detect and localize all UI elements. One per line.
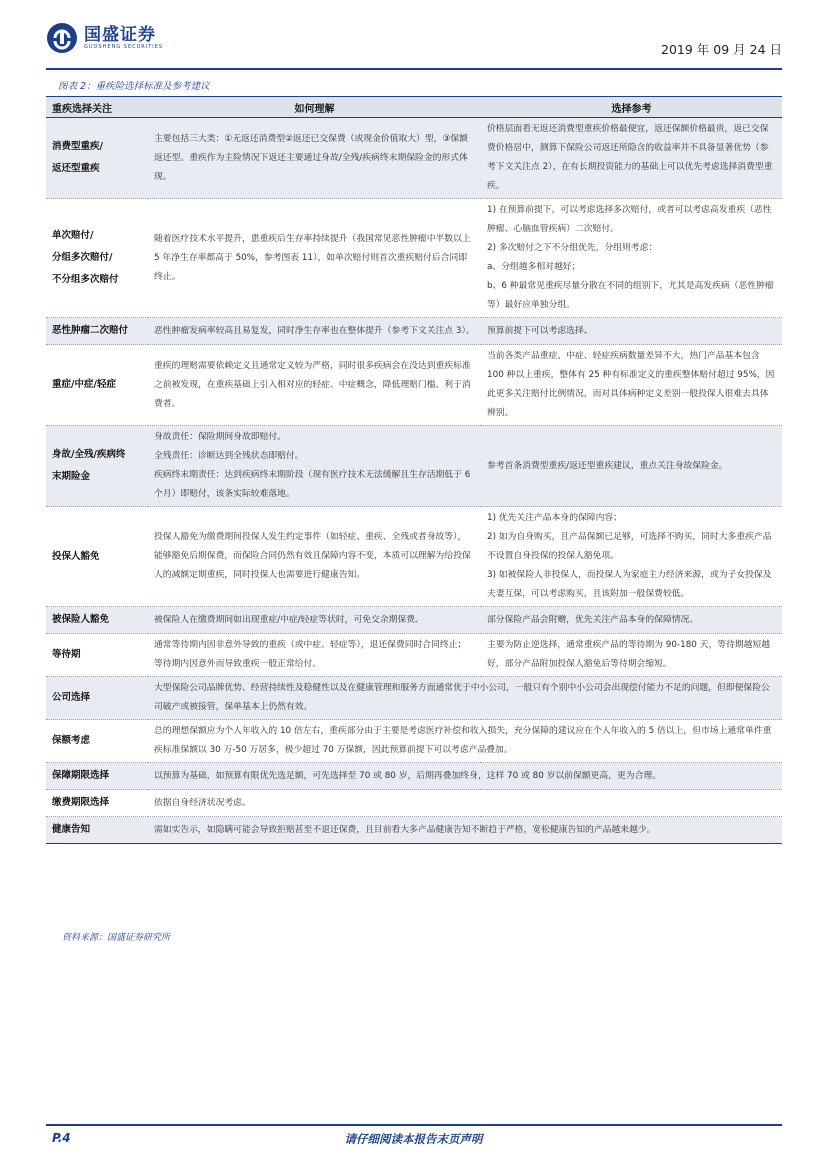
row-reference-line: 当前各类产品重症、中症、轻症疾病数量差异不大，热门产品基本包含 100 种以上重疾，整体有 25 种有标准定义的重疾整体赔付超过 95%，因此更多关注赔付比例情况，而对具体病种定义差别一般投保人很难去具体辨别。 xyxy=(487,351,775,418)
row-key-line: 消费型重疾/ xyxy=(52,141,103,152)
criteria-table xyxy=(46,96,782,844)
row-how xyxy=(148,118,481,199)
row-reference xyxy=(481,318,782,345)
row-combined-line: 大型保险公司品牌优势、经营持续性及稳健性以及在健康管理和服务方面通常优于中小公司，一般只有个别中小公司会出现偿付能力不足的问题，但即便保险公司破产或被接管，保单基本上仍然有效。 xyxy=(154,683,770,712)
row-key xyxy=(46,763,148,790)
page-header xyxy=(46,22,782,70)
row-key xyxy=(46,817,148,844)
table-row xyxy=(46,817,782,844)
row-combined-line: 依据自身经济状况考虑。 xyxy=(154,797,251,808)
row-reference-line: 主要为防止逆选择，通常重疾产品的等待期为 90-180 天，等待期越短越好，部分产品附加投保人豁免后等待期会缩短。 xyxy=(487,640,771,669)
row-how xyxy=(148,199,481,318)
row-reference xyxy=(481,118,782,199)
row-how-line: 随着医疗技术水平提升，患重疾后生存率持续提升（我国常见恶性肿瘤中半数以上 5 年净生存率都高于 50%，参考图表 11），如单次赔付则首次重疾赔付后合同即终止。 xyxy=(154,233,471,282)
footer-divider xyxy=(46,1124,782,1126)
row-how-line: 主要包括三大类：①无返还消费型②返还已交保费（或现金价值取大）型，③保额返还型。重疾作为主险情况下返还主要通过身故/全残/疾病终末期保险金的形式体现。 xyxy=(154,133,468,182)
row-key-line: 分组多次赔付/ xyxy=(52,252,113,263)
row-combined-line: 总的理想保额应为个人年收入的 10 倍左右，重疾部分由于主要是考虑医疗补偿和收入损失，充分保障的建议应在个人年收入的 5 倍以上，但市场上通常单件重疾标准保额以 30 万-50 万居多，极少超过 70 万保额，因此预算前提下可以考虑产品叠加。 xyxy=(154,726,772,755)
row-key-line: 健康告知 xyxy=(52,824,91,835)
table-header-row xyxy=(46,97,782,118)
table-row xyxy=(46,318,782,345)
table-row xyxy=(46,720,782,763)
report-date: 2019 年 09 月 24 日 xyxy=(661,42,782,57)
table-caption: 图表 2：重疾险选择标准及参考建议 xyxy=(58,81,210,92)
row-key-line: 缴费期限选择 xyxy=(52,797,110,808)
table-row xyxy=(46,607,782,634)
table-row xyxy=(46,634,782,677)
header-how: 如何理解 xyxy=(148,97,481,118)
header-reference: 选择参考 xyxy=(481,97,782,118)
guosheng-logo-icon xyxy=(46,22,78,54)
row-key xyxy=(46,199,148,318)
row-key-line: 公司选择 xyxy=(52,692,91,703)
row-key xyxy=(46,507,148,607)
row-key-line: 等待期 xyxy=(52,649,81,660)
row-combined xyxy=(148,720,782,763)
row-how-line: 被保险人在缴费期间如出现重症/中症/轻症等状时，可免交余期保费。 xyxy=(154,614,424,625)
table-row xyxy=(46,507,782,607)
row-how xyxy=(148,634,481,677)
row-how xyxy=(148,345,481,426)
row-reference-line: 2) 多次赔付之下不分组优先，分组则考虑： xyxy=(487,243,658,253)
row-key-line: 不分组多次赔付 xyxy=(52,274,119,285)
row-reference-line: 1) 在预算前提下，可以考虑选择多次赔付，或者可以考虑高发重疾（恶性肿瘤、心脑血管疾病）二次赔付。 xyxy=(487,205,772,234)
table-row xyxy=(46,677,782,720)
row-key-line: 保额考虑 xyxy=(52,735,91,746)
row-key-line: 保障期限选择 xyxy=(52,770,110,781)
row-key xyxy=(46,607,148,634)
header-focus: 重疾选择关注 xyxy=(46,97,148,118)
page-number: P.4 xyxy=(52,1131,71,1145)
table-row xyxy=(46,763,782,790)
row-key-line: 被保险人豁免 xyxy=(52,614,110,625)
row-reference xyxy=(481,426,782,507)
row-how xyxy=(148,318,481,345)
row-combined xyxy=(148,790,782,817)
row-key xyxy=(46,426,148,507)
row-combined xyxy=(148,763,782,790)
row-combined-line: 需如实告示，如隐瞒可能会导致拒赔甚至不退还保费，且目前看大多产品健康告知不断趋于严格，宽松健康告知的产品越来越少。 xyxy=(154,824,656,835)
company-logo xyxy=(46,22,163,54)
row-how-line: 重疾的理赔需要依赖定义且通常定义较为严格，同时很多疾病会在没达到重疾标准之前被发现，在重疾基础上引入相对应的轻症、中症概念，降低理赔门槛、利于消费者。 xyxy=(154,360,471,409)
table-body xyxy=(46,118,782,844)
row-how xyxy=(148,507,481,607)
row-key-line: 末期险金 xyxy=(52,471,91,482)
row-key-line: 恶性肿瘤二次赔付 xyxy=(52,325,129,336)
row-how-line: 投保人豁免为缴费期间投保人发生约定事件（如轻症、重疾、全残或者身故等），能够豁免后期保费，而保险合同仍然有效且保障内容不变，本质可以理解为给投保人的减额定期重疾，同时投保人也需要进行健康告知。 xyxy=(154,532,471,580)
row-combined-line: 以预算为基础，如预算有限优先选足额，可先选择至 70 或 80 岁，后期再叠加终身，这样 70 或 80 岁以前保额更高，更为合理。 xyxy=(154,770,661,781)
table-row xyxy=(46,790,782,817)
row-key xyxy=(46,720,148,763)
row-key xyxy=(46,790,148,817)
company-name-en: GUOSHENG SECURITIES xyxy=(84,43,164,50)
header-divider xyxy=(46,68,782,70)
footer-disclaimer: 请仔细阅读本报告末页声明 xyxy=(344,1132,483,1146)
row-reference xyxy=(481,634,782,677)
row-key-line: 重症/中症/轻症 xyxy=(52,379,116,390)
row-key-line: 单次赔付/ xyxy=(52,230,94,241)
table-row xyxy=(46,118,782,199)
row-reference-line: 1) 优先关注产品本身的保障内容； xyxy=(487,513,622,523)
row-how xyxy=(148,607,481,634)
row-key-line: 投保人豁免 xyxy=(52,550,100,562)
row-reference-line: a、分组越多相对越好； xyxy=(487,262,581,272)
row-reference xyxy=(481,607,782,634)
row-reference-line: 参考首条消费型重疾/返还型重疾建议，重点关注身故保险金。 xyxy=(487,460,728,471)
row-key-line: 身故/全残/疾病终 xyxy=(52,449,126,460)
source-note: 资料来源：国盛证券研究所 xyxy=(62,933,171,943)
row-reference-line: 预算前提下可以考虑选择。 xyxy=(487,325,593,336)
table-row xyxy=(46,199,782,318)
row-combined xyxy=(148,817,782,844)
row-reference-line: 3) 如被保险人非投保人，而投保人为家庭主力经济来源，或为子女投保及夫妻互保，可以考虑购买，且该附加一般保费较低。 xyxy=(487,570,772,599)
row-how-line: 恶性肿瘤发病率较高且易复发，同时净生存率也在整体提升（参考下文关注点 3）。 xyxy=(154,325,475,336)
row-reference-line: 价格层面看无返还消费型重疾价格最便宜，返还保额价格最贵，返已交保费价格居中，测算下保险公司返还所隐含的收益率并不具备显著优势（参考下文关注点 2），在有长期投资能力的基础上可以优先考虑选择消费型重疾。 xyxy=(487,124,773,191)
table-row xyxy=(46,345,782,426)
row-combined xyxy=(148,677,782,720)
row-how-line: 全残责任：诊断达到全残状态即赔付。 xyxy=(154,451,304,461)
row-reference xyxy=(481,345,782,426)
row-key xyxy=(46,318,148,345)
row-reference-line: 部分保险产品会附赠，优先关注产品本身的保障情况。 xyxy=(487,614,699,625)
company-name-cn: 国盛证券 xyxy=(84,24,156,45)
row-how-line: 疾病终末期责任：达到疾病终末期阶段（现有医疗技术无法缓解且生存活期低于 6 个月）即赔付，该条实际较难落地。 xyxy=(154,470,471,499)
row-key xyxy=(46,677,148,720)
row-reference-line: 2) 如为自身购买，且产品保额已足够，可选择不购买，同时大多重疾产品不设置自身投保的投保人豁免项。 xyxy=(487,532,772,561)
row-how xyxy=(148,426,481,507)
row-how-line: 通常等待期内因非意外导致的重疾（或中症、轻症等），退还保费同时合同终止；等待期内因意外而导致重疾一般正常给付。 xyxy=(154,640,467,669)
row-how-line: 身故责任：保险期间身故即赔付。 xyxy=(154,432,286,442)
row-key xyxy=(46,118,148,199)
row-key-line: 返还型重疾 xyxy=(52,163,100,174)
row-reference xyxy=(481,507,782,607)
table-row xyxy=(46,426,782,507)
row-key xyxy=(46,634,148,677)
row-reference-line: b、6 种最常见重疾尽量分散在不同的组别下，尤其是高发疾病（恶性肿瘤等）最好应单独分组。 xyxy=(487,281,774,310)
row-key xyxy=(46,345,148,426)
row-reference xyxy=(481,199,782,318)
